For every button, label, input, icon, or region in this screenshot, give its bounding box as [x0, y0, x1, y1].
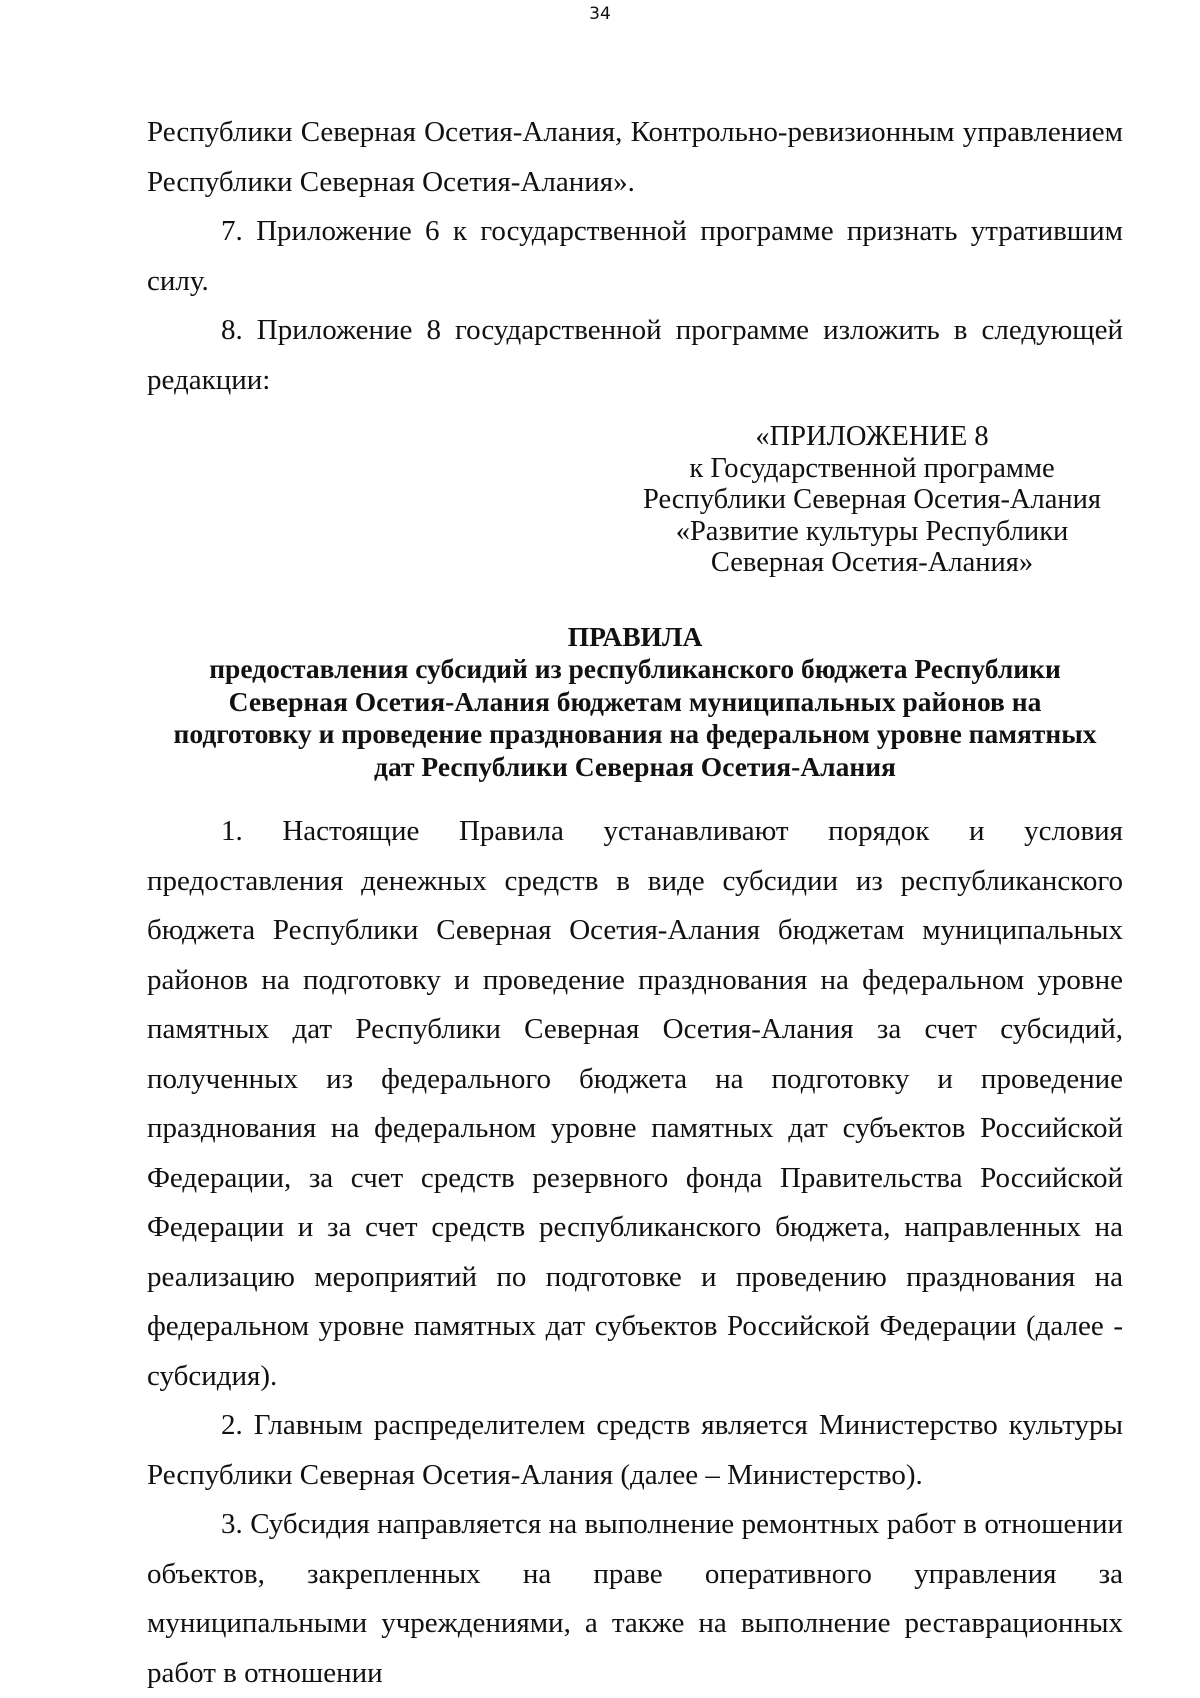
appendix-line: к Государственной программе	[689, 452, 1055, 484]
rules-body	[147, 807, 1123, 1698]
rules-subtitle-line: Северная Осетия-Алания бюджетам муниципальных районов на	[228, 685, 1042, 717]
appendix-line: Республики Северная Осетия-Алания	[642, 484, 1102, 515]
appendix-header	[617, 421, 1127, 579]
rules-subtitle-line: дат Республики Северная Осетия-Алания	[374, 750, 896, 782]
document-body	[147, 108, 1123, 1698]
appendix-line: «ПРИЛОЖЕНИЕ 8	[755, 421, 989, 452]
appendix-line: Северная Осетия-Алания»	[710, 547, 1034, 578]
intro-paragraph-item-8: 8. Приложение 8 государственной программе изложить в следующей редакции:	[147, 314, 1123, 396]
rules-heading: ПРАВИЛА	[567, 620, 703, 652]
rules-title	[147, 621, 1123, 784]
rules-paragraph-3: 3. Субсидия направляется на выполнение ремонтных работ в отношении объектов, закрепленных на праве оперативного управления за муниципальными учреждениями, а также на выполнение реставрационных работ в отношении	[147, 1508, 1123, 1689]
page-number: 34	[589, 4, 611, 24]
intro-paragraph-continuation: Республики Северная Осетия-Алания, Контрольно-ревизионным управлением Республики Северная Осетия-Алания».	[147, 116, 1123, 198]
rules-subtitle-line: подготовку и проведение празднования на федеральном уровне памятных	[173, 718, 1097, 749]
intro-paragraph-item-7: 7. Приложение 6 к государственной программе признать утратившим силу.	[147, 215, 1123, 297]
rules-paragraph-2: 2. Главным распределителем средств является Министерство культуры Республики Северная Осетия-Алания (далее – Министерство).	[147, 1409, 1123, 1491]
rules-subtitle-line: предоставления субсидий из республиканского бюджета Республики	[209, 653, 1061, 684]
appendix-line: «Развитие культуры Республики	[675, 515, 1069, 547]
rules-paragraph-1: 1. Настоящие Правила устанавливают порядок и условия предоставления денежных средств в виде субсидии из республиканского бюджета Республики Северная Осетия-Алания бюджетам муниципальных районов на подготовку и проведение празднования на федеральном уровне памятных дат Республики Северная Осетия-Алания за счет субсидий, полученных из федерального бюджета на подготовку и проведение празднования на федеральном уровне памятных дат субъектов Российской Федерации, за счет средств резервного фонда Правительства Российской Федерации и за счет средств республиканского бюджета, направленных на реализацию мероприятий по подготовке и проведению празднования на федеральном уровне памятных дат субъектов Российской Федерации (далее - субсидия).	[147, 815, 1123, 1392]
